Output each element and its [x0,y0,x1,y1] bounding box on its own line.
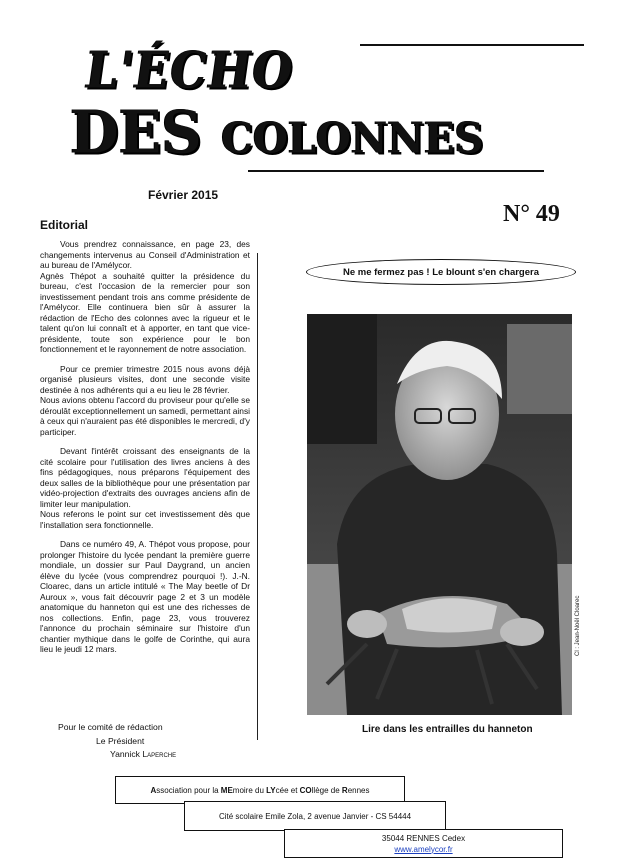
masthead-title-line1: L'ÉCHO [81,40,298,100]
editorial-paragraph: Vous prendrez connaissance, en page 23, des changements intervenus au Conseil d'Administration et au bureau de l'Amélycor. [40,239,250,270]
association-name-box [115,776,405,804]
signature-firstname: Yannick [110,749,143,759]
address-box [184,801,446,831]
signature-name [110,749,176,759]
association-name-part: ssociation pour la [156,785,221,795]
address-text: Cité scolaire Emile Zola, 2 avenue Janvier - CS 54444 [218,811,412,821]
photo-illustration [307,314,572,715]
acronym-letter: ME [220,785,233,795]
editorial-paragraph: Devant l'intérêt croissant des enseignants de la cité scolaire pour l'utilisation des livres anciens à des fins pédagogiques, nous préparons l'équipement des deux salles de la bibliothèque pour une présentation par vidéo-projection d'extraits des ouvrages anciens afin de limiter leur manipulation. [40,446,250,509]
signature-committee: Pour le comité de rédaction [58,722,163,732]
acronym-letter: A [150,785,157,795]
association-name [151,786,370,795]
signature-role: Le Président [96,736,145,746]
acronym-letter: CO [299,785,312,795]
acronym-letter: R [341,785,348,795]
acronym-letter: LY [266,785,276,795]
editorial-paragraph: Pour ce premier trimestre 2015 nous avons déjà organisé plusieurs visites, dont une seconde visite destinée à nos adhérents qui a eu lieu le 28 février. [40,363,250,395]
city-box [284,829,563,858]
masthead-title-line2 [70,98,483,167]
editorial-text [40,239,250,663]
issue-number: N° 49 [503,201,560,227]
masthead-bottom-rule [248,170,544,172]
column-divider [257,253,258,740]
banner-text: Ne me fermez pas ! Le blount s'en chargera [342,266,539,278]
signature-lastname: Laperche [142,749,177,759]
editorial-paragraph: Agnès Thépot a souhaité quitter la présidence du bureau, c'est l'occasion de la remercier pour son investissement pendant trois ans comme présidente de l'Amélycor. Elle continuera bien sûr à assurer la rédaction de l'Echo des colonnes avec la rigueur et le talent qu'on lui connaît et à apporter, en tant que vice-présidente, toute son expérience pour le bon fonctionnement et le rayonnement de notre association. [40,270,250,354]
issue-date: Février 2015 [148,188,219,202]
association-name-part: cée et [275,785,300,795]
editorial-heading: Editorial [40,218,89,232]
association-name-part: llège de [311,785,342,795]
editorial-paragraph: Nous avions obtenu l'accord du proviseur pour qu'elle se déroulât exceptionnellement un samedi, permettant ainsi à ceux qui n'auraient pas été disponibles le mercredi, d'y participer. [40,395,250,437]
photo-credit: Cl : Jean-Noël Cloarec [575,595,581,656]
photo-caption: Lire dans les entrailles du hanneton [362,724,533,735]
masthead-title-des: DES [70,98,222,168]
editorial-paragraph: Dans ce numéro 49, A. Thépot vous propose, pour prolonger l'histoire du lycée pendant la première guerre mondiale, un dossier sur Paul Daygrand, un ancien élève du lycée (vous comprendrez pourquoi !). J.-N. Cloarec, dans un article intitulé « The May beetle of Dr Auroux », vous fait découvrir page 2 et 3 un modèle anatomique du hanneton qui est une des richesses de nos collections. Enfin, page 23, vous trouverez l'annonce du prochain séminaire sur l'histoire d'un chantier mythique dans le golfe de Corinthe, qui aura lieu le jeudi 12 mars. [40,539,250,654]
website-link[interactable]: www.amelycor.fr [394,844,453,854]
editorial-paragraph: Nous referons le point sur cet investissement dès que l'installation sera fonctionnelle. [40,509,250,530]
association-name-part: ennes [347,785,370,795]
masthead-title-colonnes: COLONNES [221,113,484,164]
association-name-part: moire du [232,785,267,795]
masthead-top-rule [360,44,584,46]
cover-photo [307,314,572,715]
city-text: 35044 RENNES Cedex [381,833,466,843]
banner-oval [306,259,576,285]
